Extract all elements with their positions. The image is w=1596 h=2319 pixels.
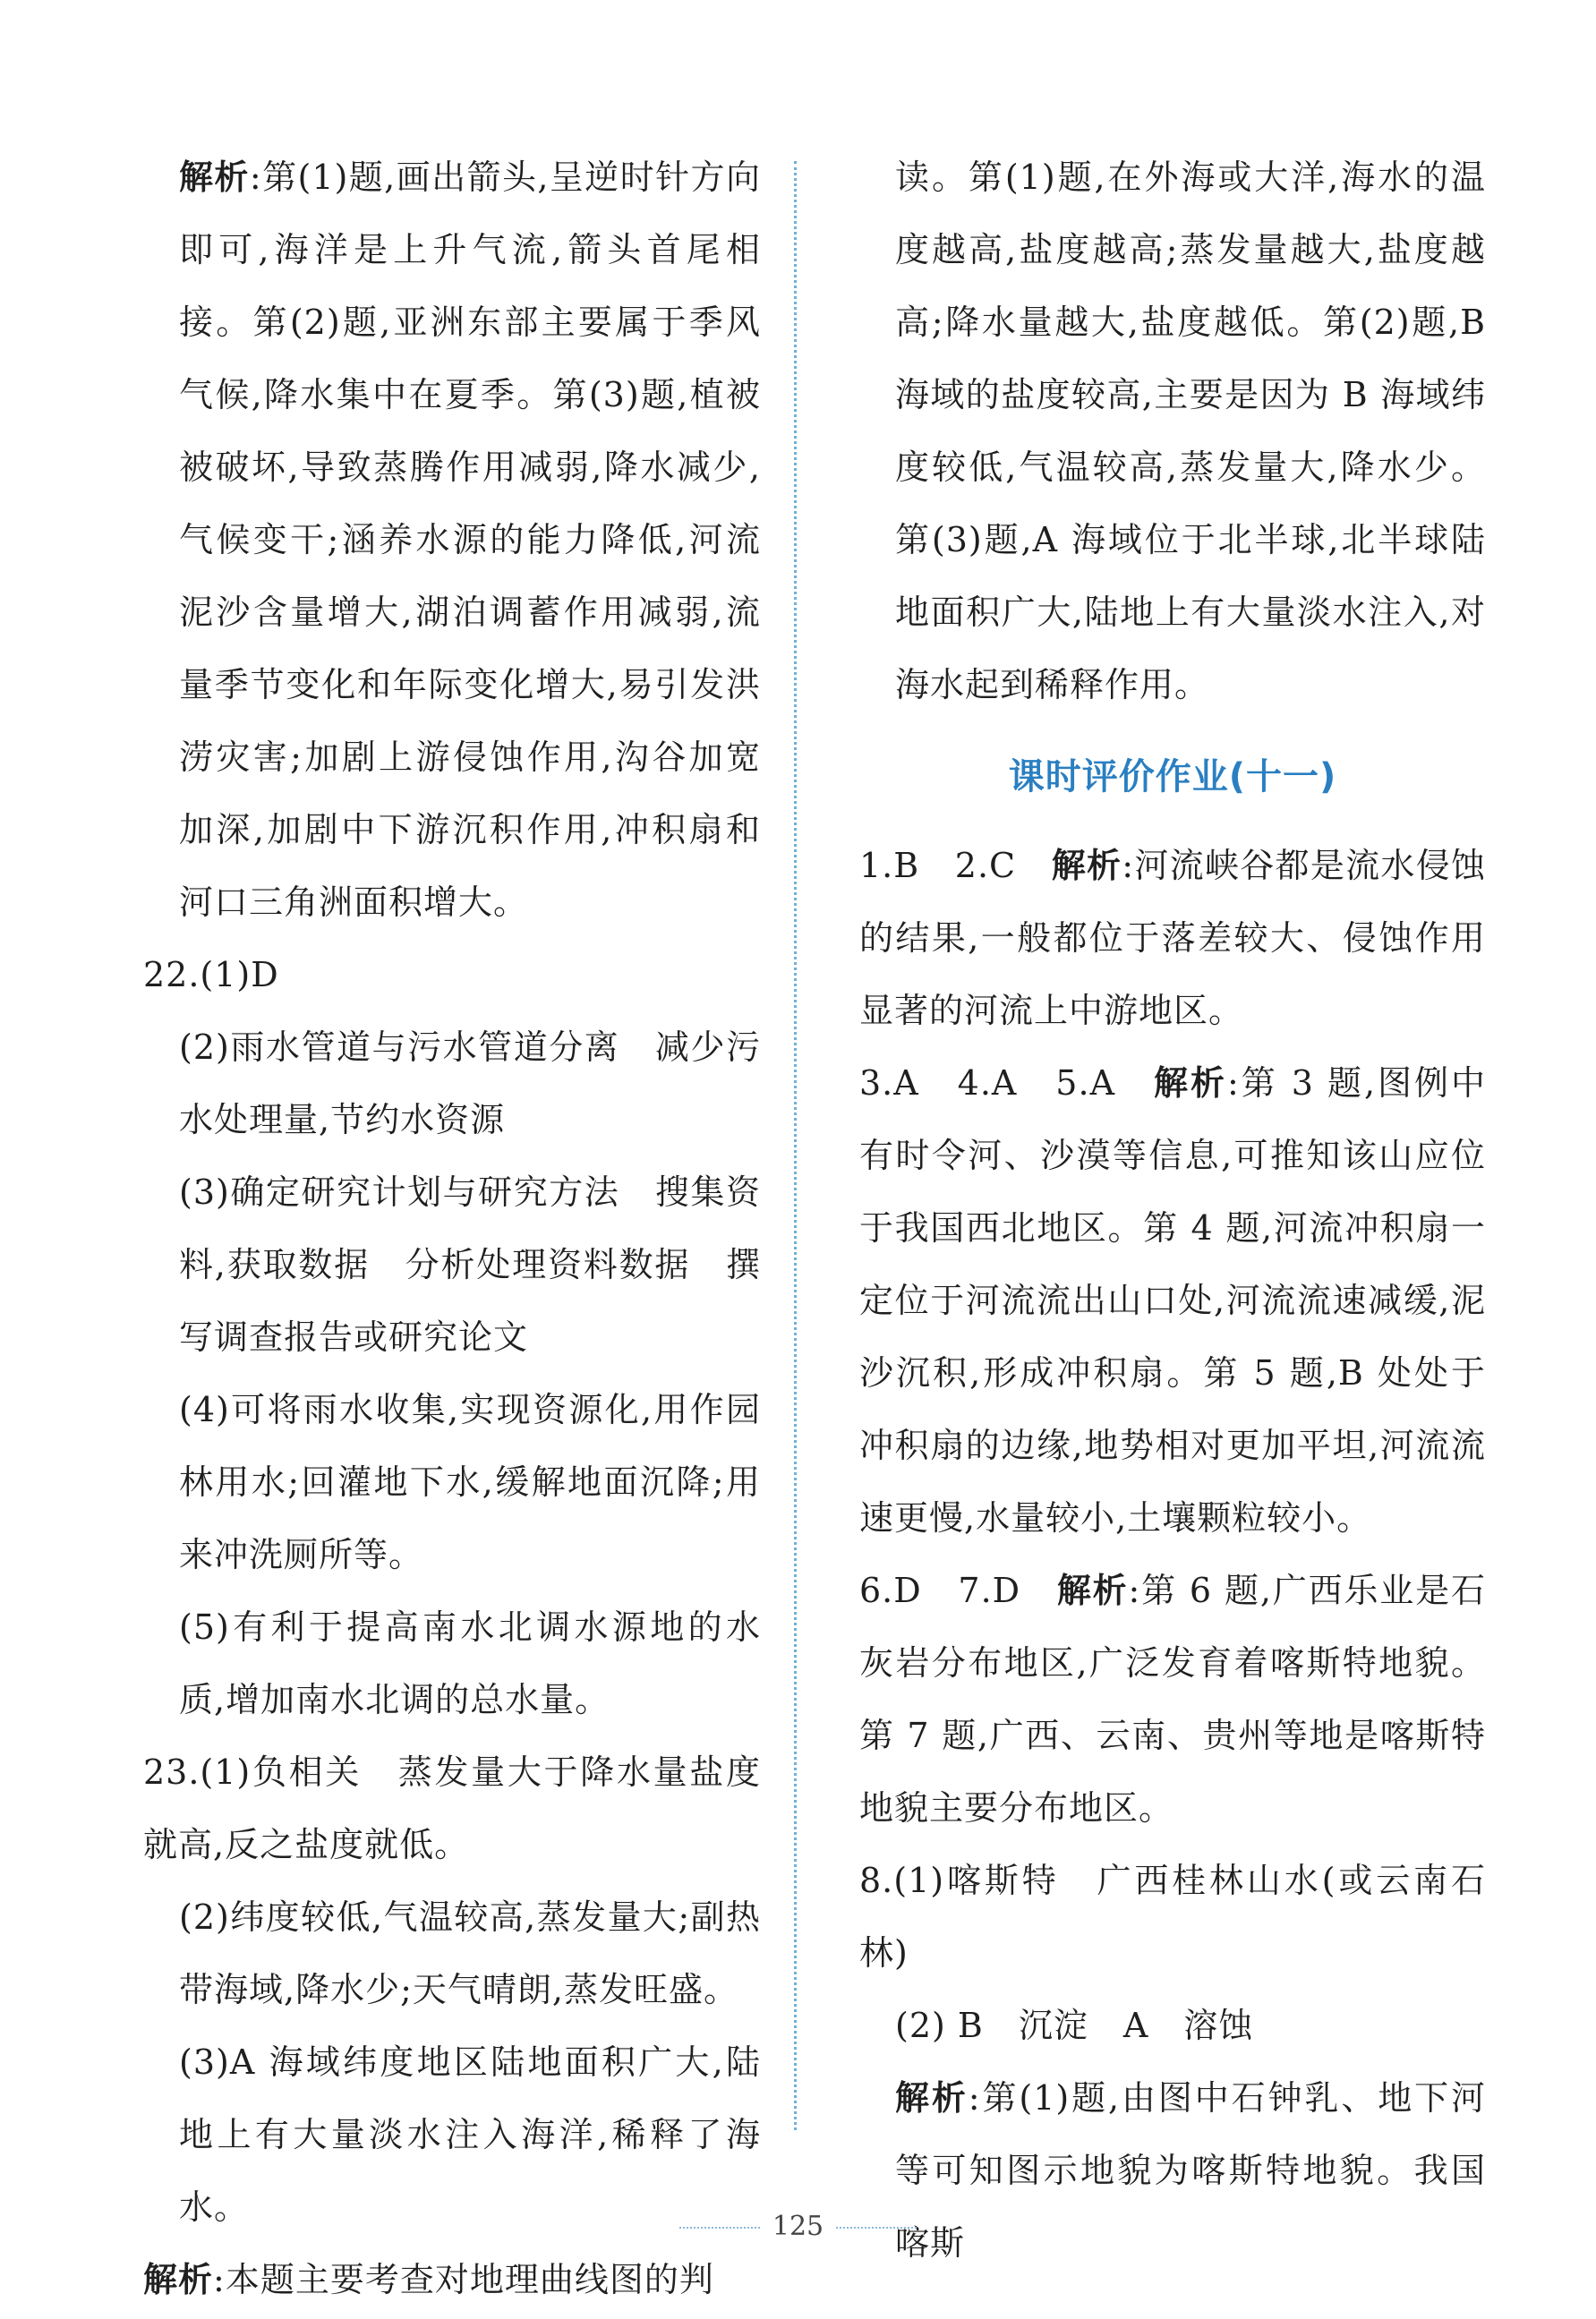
- answer-1-2: [859, 830, 1486, 1047]
- answer-22-4: (4)可将雨水收集,实现资源化,用作园林用水;回灌地下水,缓解地面沉降;用来冲洗厕所等。: [179, 1390, 761, 1574]
- analysis-text: :第 6 题,广西乐业是石灰岩分布地区,广泛发育着喀斯特地貌。第 7 题,广西、云南、贵州等地是喀斯特地貌主要分布地区。: [859, 1571, 1486, 1828]
- analysis-text: :本题主要考查对地理曲线图的判: [213, 2260, 714, 2299]
- analysis-label: 解析: [143, 2260, 214, 2299]
- analysis-label: 解析: [1051, 846, 1122, 885]
- analysis-label: 解析: [1056, 1571, 1129, 1610]
- right-column: [859, 141, 1486, 2280]
- answer-23-2: (2)纬度较低,气温较高,蒸发量大;副热带海域,降水少;天气晴朗,蒸发旺盛。: [179, 1897, 761, 2009]
- answer-6-7: [859, 1555, 1486, 1845]
- answer-keys: 3.A 4.A 5.A: [859, 1063, 1154, 1103]
- analysis-text: :第(1)题,由图中石钟乳、地下河等可知图示地貌为喀斯特地貌。我国喀斯: [895, 2078, 1486, 2263]
- answer-22-2: (2)雨水管道与污水管道分离 减少污水处理量,节约水资源: [179, 1027, 761, 1139]
- analysis-paragraph: [143, 141, 761, 939]
- footer-ornament-right: [836, 2227, 917, 2229]
- answer-23-1: 23.(1)负相关 蒸发量大于降水量盐度就高,反之盐度就低。: [143, 1752, 761, 1864]
- answer-keys: 1.B 2.C: [859, 846, 1052, 885]
- analysis-label: 解析: [1153, 1063, 1227, 1103]
- analysis-continuation: 读。第(1)题,在外海或大洋,海水的温度越高,盐度越高;蒸发量越大,盐度越高;降水量越大,盐度越低。第(2)题,B 海域的盐度较高,主要是因为 B 海域纬度较低,气温较高,蒸发量大,降水少。第(3)题,A 海域位于北半球,北半球陆地面积广大,陆地上有大量淡水注入,对海水起到稀释作用。: [895, 158, 1486, 704]
- analysis-paragraph-23: [143, 2244, 761, 2316]
- answer-8-1: 8.(1)喀斯特 广西桂林山水(或云南石林): [859, 1861, 1486, 1973]
- page-number: 125: [772, 2211, 824, 2242]
- answer-22-3: (3)确定研究计划与研究方法 搜集资料,获取数据 分析处理资料数据 撰写调查报告或研究论文: [179, 1172, 761, 1357]
- page-footer: [0, 2211, 1596, 2242]
- column-divider: [794, 161, 797, 2130]
- analysis-paragraph-8: [859, 2062, 1486, 2280]
- footer-ornament-left: [679, 2227, 760, 2229]
- analysis-label: 解析: [179, 158, 250, 197]
- answer-22-1: 22.(1)D: [143, 955, 279, 994]
- answer-23-3: (3)A 海域纬度地区陆地面积广大,陆地上有大量淡水注入海洋,稀释了海水。: [179, 2042, 761, 2227]
- section-title: 课时评价作业(十一): [1008, 756, 1337, 797]
- left-column: [143, 141, 761, 2316]
- analysis-text: :河流峡谷都是流水侵蚀的结果,一般都位于落差较大、侵蚀作用显著的河流上中游地区。: [859, 846, 1486, 1030]
- analysis-text: :第 3 题,图例中有时令河、沙漠等信息,可推知该山应位于我国西北地区。第 4 题,河流冲积扇一定位于河流流出山口处,河流流速减缓,泥沙沉积,形成冲积扇。第 5 题,B 处处于冲积扇的边缘,地势相对更加平坦,河流流速更慢,水量较小,土壤颗粒较小。: [859, 1063, 1486, 1538]
- answer-3-5: [859, 1047, 1486, 1555]
- analysis-label: 解析: [895, 2078, 969, 2118]
- analysis-text: :第(1)题,画出箭头,呈逆时针方向即可,海洋是上升气流,箭头首尾相接。第(2)题,亚洲东部主要属于季风气候,降水集中在夏季。第(3)题,植被被破坏,导致蒸腾作用减弱,降水减少,气候变干;涵养水源的能力降低,河流泥沙含量增大,湖泊调蓄作用减弱,流量季节变化和年际变化增大,易引发洪涝灾害;加剧上游侵蚀作用,沟谷加宽加深,加剧中下游沉积作用,冲积扇和河口三角洲面积增大。: [179, 158, 761, 922]
- answer-22-5: (5)有利于提高南水北调水源地的水质,增加南水北调的总水量。: [179, 1607, 761, 1719]
- answer-keys: 6.D 7.D: [859, 1571, 1057, 1610]
- answer-8-2: (2) B 沉淀 A 溶蚀: [895, 2006, 1254, 2045]
